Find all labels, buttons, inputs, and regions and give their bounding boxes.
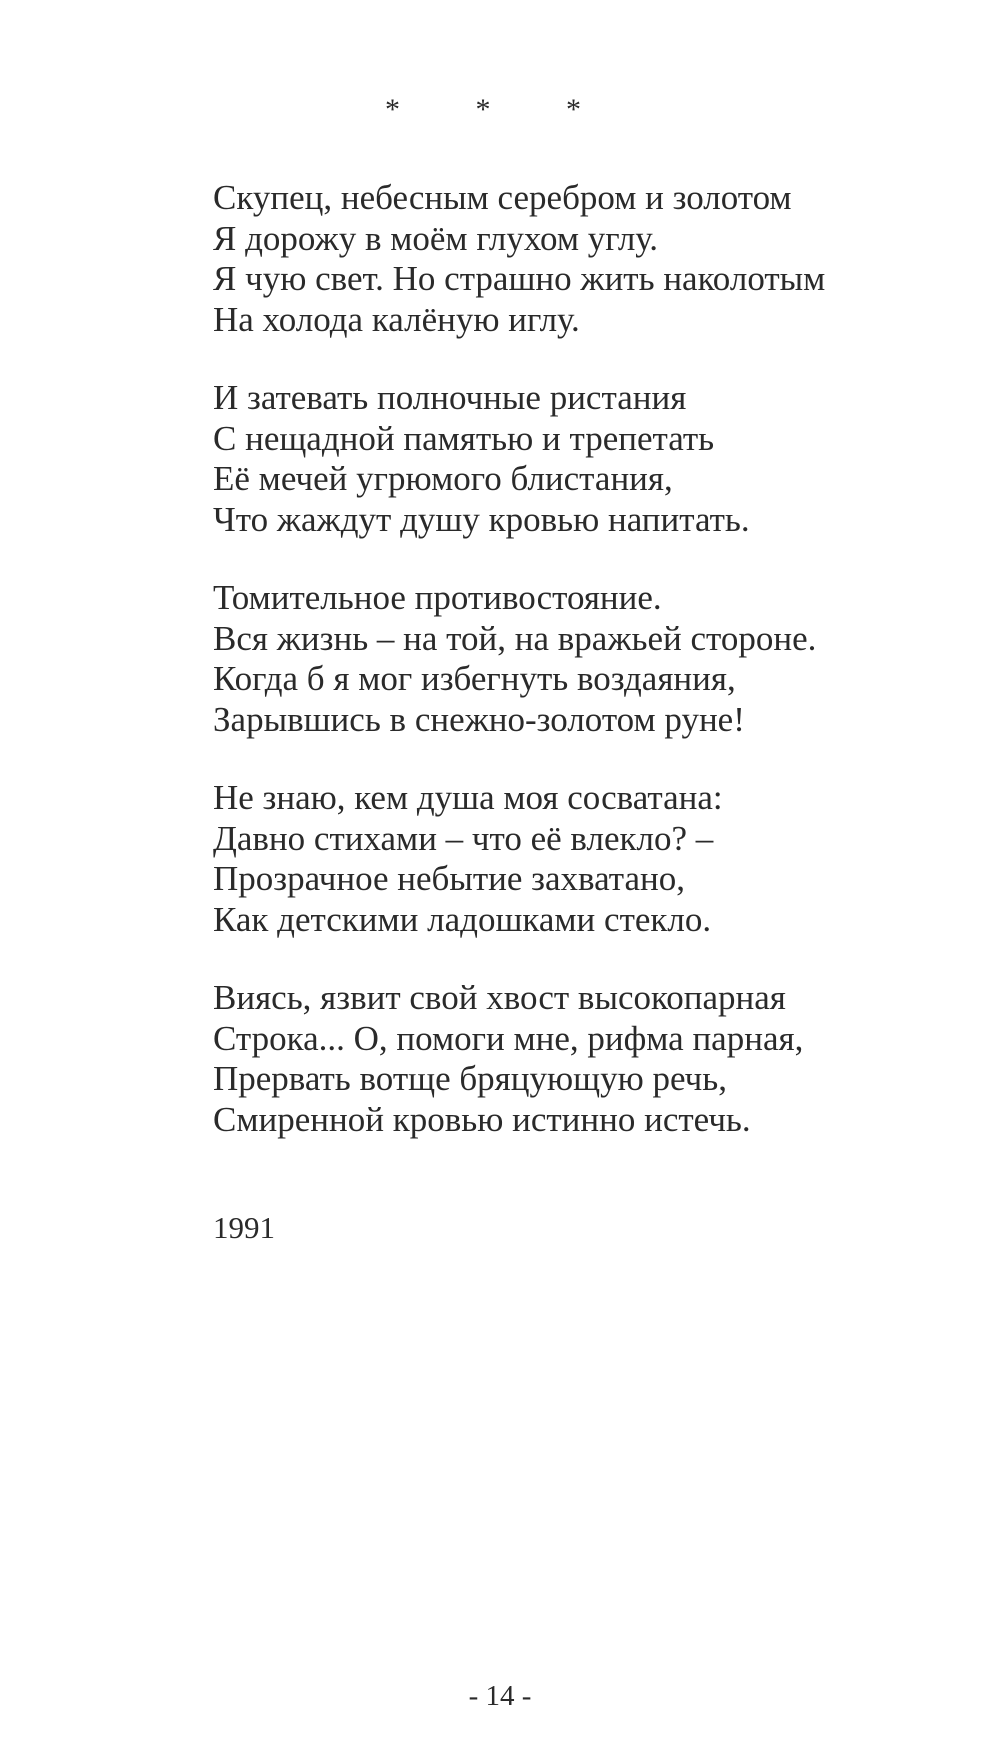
stanza-1 [213, 178, 973, 340]
poem-line: Не знаю, кем душа моя сосватана: [213, 778, 723, 817]
poem-line: Строка... О, помоги мне, рифма парная, [213, 1018, 804, 1058]
poem-line: Виясь, язвит свой хвост высокопарная [213, 978, 786, 1017]
poem-line: Скупец, небесным серебром и золотом [213, 178, 792, 217]
poem-line: Прервать вотще бряцующую речь, [213, 1059, 727, 1098]
poem-line: С нещадной памятью и трепетать [213, 418, 715, 458]
poem-line: Как детскими ладошками стекло. [213, 899, 712, 939]
poem-line: На холода калёную иглу. [213, 299, 580, 339]
poem-line: Смиренной кровью истинно истечь. [213, 1099, 751, 1139]
poem-line: И затевать полночные ристания [213, 378, 687, 417]
section-asterisks: * * * [385, 93, 615, 126]
page-number: - 14 - [468, 1680, 532, 1712]
poem-line: Когда б я мог избегнуть воздаяния, [213, 659, 736, 698]
stanza-5 [213, 978, 973, 1140]
stanza-2 [213, 378, 973, 540]
poem-line: Её мечей угрюмого блистания, [213, 459, 673, 498]
poem-line: Я чую свет. Но страшно жить наколотым [213, 259, 826, 298]
poem [213, 178, 973, 1178]
poem-line: Я дорожу в моём глухом углу. [213, 218, 659, 258]
stanza-4 [213, 778, 973, 940]
poem-line: Давно стихами – что её влекло? – [213, 818, 714, 858]
poem-line: Вся жизнь – на той, на вражьей стороне. [213, 618, 817, 658]
poem-line: Что жаждут душу кровью напитать. [213, 499, 750, 539]
poem-line: Прозрачное небытие захватано, [213, 859, 685, 898]
poem-line: Томительное противостояние. [213, 578, 662, 617]
poem-date: 1991 [213, 1210, 275, 1245]
stanza-3 [213, 578, 973, 740]
poem-line: Зарывшись в снежно-золотом руне! [213, 699, 745, 739]
